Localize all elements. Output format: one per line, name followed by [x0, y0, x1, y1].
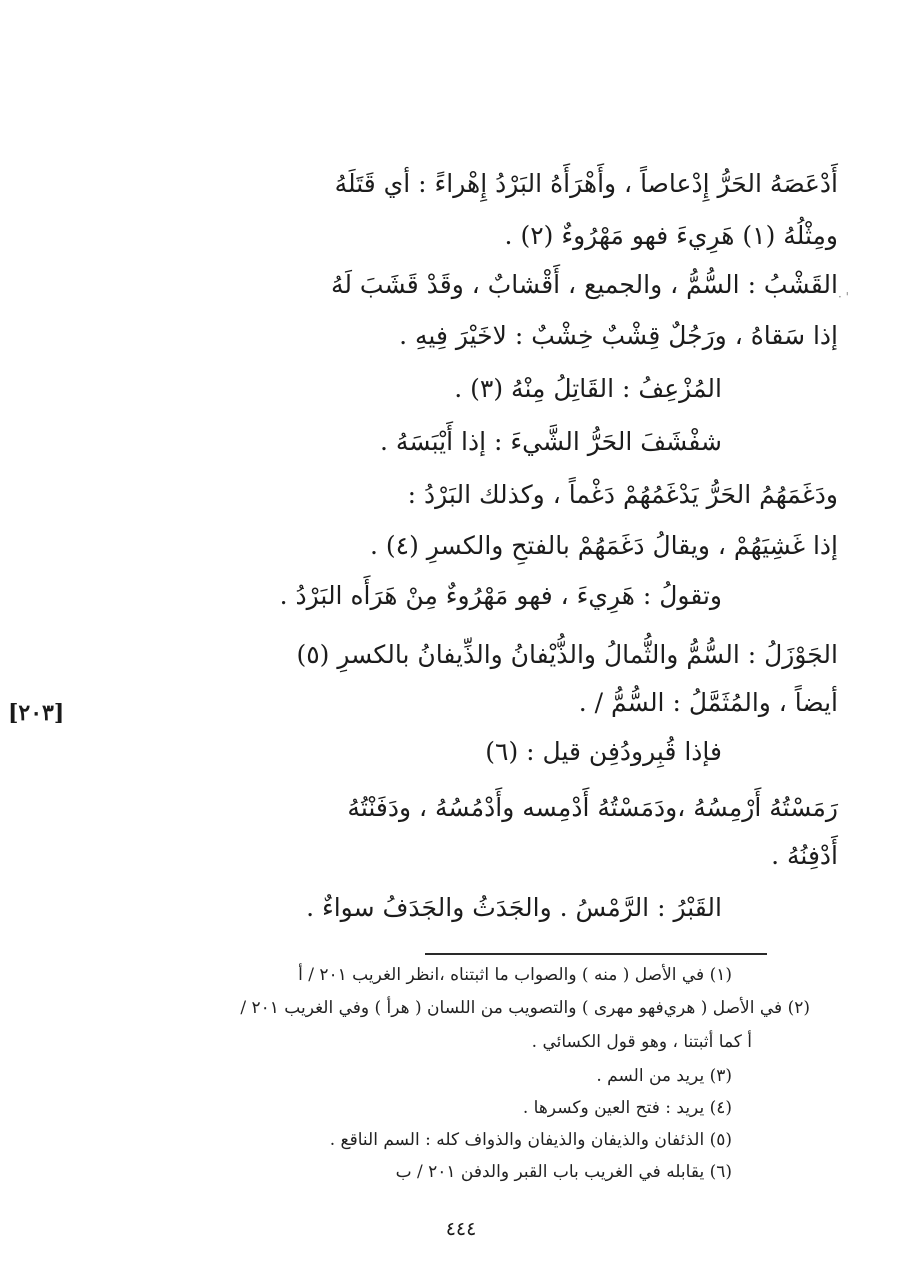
body-line-2: ومِثْلُهُ (١) هَرِيءَ فهو مَهْرُوءٌ (٢) . — [504, 221, 838, 250]
footnote-2: (٢) في الأصل ( هري‌فهو مهرى ) والتصويب من اللسان ( هرأ ) وفي الغريب ٢٠١ / — [240, 998, 810, 1018]
body-line-14: أَدْفِنُهُ . — [771, 841, 838, 870]
footnote-separator — [425, 953, 767, 955]
margin-page-reference: [٢٠٣] — [8, 700, 65, 726]
body-line-1: أَدْعَصَهُ الحَرُّ إِدْعاصاً ، وأَهْرَأَهُ البَرْدُ إِهْراءً : أي قَتَلَهُ — [334, 169, 838, 198]
body-line-12: فإذا قُبِرودُفِن قيل : (٦) — [485, 737, 722, 766]
body-line-13: رَمَسْتُهُ أَرْمِسُهُ ،ودَمَسْتُهُ أَدْمِسه وأَدْمُسُهُ ، ودَفَنْتُهُ — [347, 793, 838, 822]
body-line-7: ودَغَمَهُمُ الحَرُّ يَدْغَمُهُمْ دَغْماً ، وكذلك البَرْدُ : — [407, 480, 838, 509]
body-line-8: إذا غَشِيَهُمْ ، ويقالُ دَغَمَهُمْ بالفتحِ والكسرِ (٤) . — [370, 531, 838, 560]
footnote-5: (٥) الذئفان والذيفان والذيفان والذواف كله : السم الناقع . — [329, 1130, 732, 1150]
body-line-11: أيضاً ، والمُثَمَّلُ : السُّمُّ / . — [578, 688, 838, 717]
footnote-3: (٣) يريد من السم . — [596, 1066, 732, 1086]
footnote-4: (٤) يريد : فتح العين وكسرها . — [522, 1098, 732, 1118]
page-number: ٤٤٤ — [445, 1218, 477, 1240]
footnote-6: (٦) يقابله في الغريب باب القبر والدفن ٢٠١ / ب — [395, 1162, 732, 1182]
footnote-2-continued: أ كما أثبتنا ، وهو قول الكسائي . — [531, 1032, 752, 1052]
body-line-3: القَشْبُ : السُّمُّ ، والجميع ، أَقْشابٌ ، وقَدْ قَشَبَ لَهُ — [330, 270, 838, 299]
footnote-1: (١) في الأصل ( منه ) والصواب ما اثبتناه ،انظر الغريب ٢٠١ / أ — [298, 965, 732, 985]
body-line-10: الجَوْزَلُ : السُّمُّ والثُّمالُ والذُّيْفانُ والذِّيفانُ بالكسرِ (٥) — [296, 640, 838, 669]
scan-speck: · ' — [838, 290, 849, 304]
body-line-4: إذا سَقاهُ ، ورَجُلٌ قِشْبٌ خِشْبٌ : لاخَيْرَ فِيهِ . — [399, 321, 838, 350]
body-line-6: شفْشَفَ الحَرُّ الشَّيءَ : إذا أَيْبَسَهُ . — [380, 427, 722, 456]
body-line-9: وتقولُ : هَرِيءَ ، فهو مَهْرُوءٌ مِنْ هَرَأَه البَرْدُ . — [279, 581, 722, 610]
body-line-5: المُزْعِفُ : القَاتِلُ مِنْهُ (٣) . — [454, 374, 722, 403]
body-line-15: القَبْرُ : الرَّمْسُ . والجَدَثُ والجَدَفُ سواءٌ . — [306, 893, 722, 922]
